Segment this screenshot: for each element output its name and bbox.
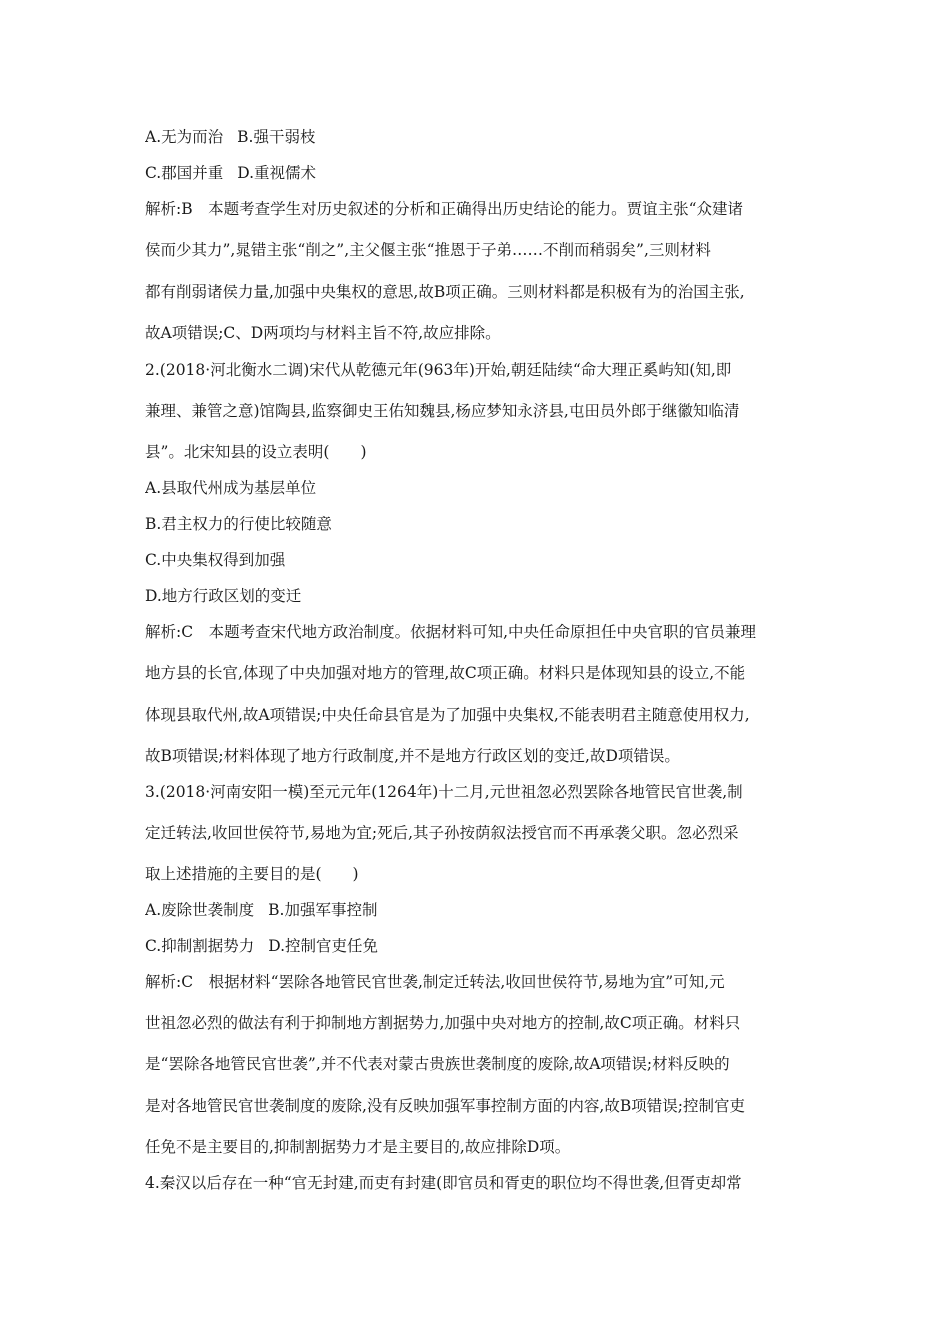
q3-option-b: B.加强军事控制 [268,901,378,919]
q2-analysis-line: 解析:C 本题考查宋代地方政治制度。依据材料可知,中央任命原担任中央官职的官员兼理 [145,623,757,641]
q2-stem-line: 兼理、兼管之意)馆陶县,监察御史王佑知魏县,杨应梦知永济县,屯田员外郎于继徽知临清 [145,402,740,420]
q2-option-c: C.中央集权得到加强 [145,551,286,569]
q4-stem-line: 4.秦汉以后存在一种“官无封建,而吏有封建(即官员和胥吏的职位均不得世袭,但胥吏却常 [145,1174,742,1192]
q3-analysis-line: 任免不是主要目的,抑制割据势力才是主要目的,故应排除D项。 [145,1138,571,1156]
q1-option-b: B.强干弱枝 [237,128,316,146]
q3-analysis-line: 是对各地管民官世袭制度的废除,没有反映加强军事控制方面的内容,故B项错误;控制官吏 [145,1097,745,1115]
q1-option-d: D.重视儒术 [237,164,317,182]
q2-stem-line: 县”。北宋知县的设立表明( ) [145,443,367,461]
q1-options-row2 [145,163,811,183]
q3-analysis-line: 世祖忽必烈的做法有利于抑制地方割据势力,加强中央对地方的控制,故C项正确。材料只 [145,1014,741,1032]
q2-option-b: B.君主权力的行使比较随意 [145,515,332,533]
q1-analysis-line: 都有削弱诸侯力量,加强中央集权的意思,故B项正确。三则材料都是积极有为的治国主张, [145,283,745,301]
q3-stem-line: 定迁转法,收回世侯符节,易地为宜;死后,其子孙按荫叙法授官而不再承袭父职。忽必烈采 [145,824,739,842]
q1-analysis-line: 故A项错误;C、D两项均与材料主旨不符,故应排除。 [145,324,501,342]
q3-analysis-line: 解析:C 根据材料“罢除各地管民官世袭,制定迁转法,收回世侯符节,易地为宜”可知,元 [145,973,725,991]
q3-analysis-line: 是“罢除各地管民官世袭”,并不代表对蒙古贵族世袭制度的废除,故A项错误;材料反映的 [145,1055,730,1073]
q3-options-row1 [145,900,811,920]
q2-stem-line: 2.(2018·河北衡水二调)宋代从乾德元年(963年)开始,朝廷陆续“命大理正奚屿知(知,即 [145,361,732,379]
q2-analysis-line: 故B项错误;材料体现了地方行政制度,并不是地方行政区划的变迁,故D项错误。 [145,747,680,765]
q1-options-row1 [145,127,811,147]
q1-analysis-line: 解析:B 本题考查学生对历史叙述的分析和正确得出历史结论的能力。贾谊主张“众建诸 [145,200,744,218]
q2-analysis-line: 地方县的长官,体现了中央加强对地方的管理,故C项正确。材料只是体现知县的设立,不能 [145,664,746,682]
q3-stem-line: 3.(2018·河南安阳一模)至元元年(1264年)十二月,元世祖忽必烈罢除各地管民官世袭,制 [145,783,743,801]
q3-option-d: D.控制官吏任免 [268,937,379,955]
q2-option-d: D.地方行政区划的变迁 [145,587,302,605]
q3-stem-line: 取上述措施的主要目的是( ) [145,865,359,883]
q3-options-row2 [145,936,811,956]
q1-analysis-line: 侯而少其力”,晁错主张“削之”,主父偃主张“推恩于子弟……不削而稍弱矣”,三则材料 [145,241,711,259]
q3-option-a: A.废除世袭制度 [145,901,255,919]
q2-analysis-line: 体现县取代州,故A项错误;中央任命县官是为了加强中央集权,不能表明君主随意使用权力, [145,706,750,724]
q2-option-a: A.县取代州成为基层单位 [145,479,317,497]
q1-option-c: C.郡国并重 [145,164,224,182]
q3-option-c: C.抑制割据势力 [145,937,255,955]
q1-option-a: A.无为而治 [145,128,224,146]
